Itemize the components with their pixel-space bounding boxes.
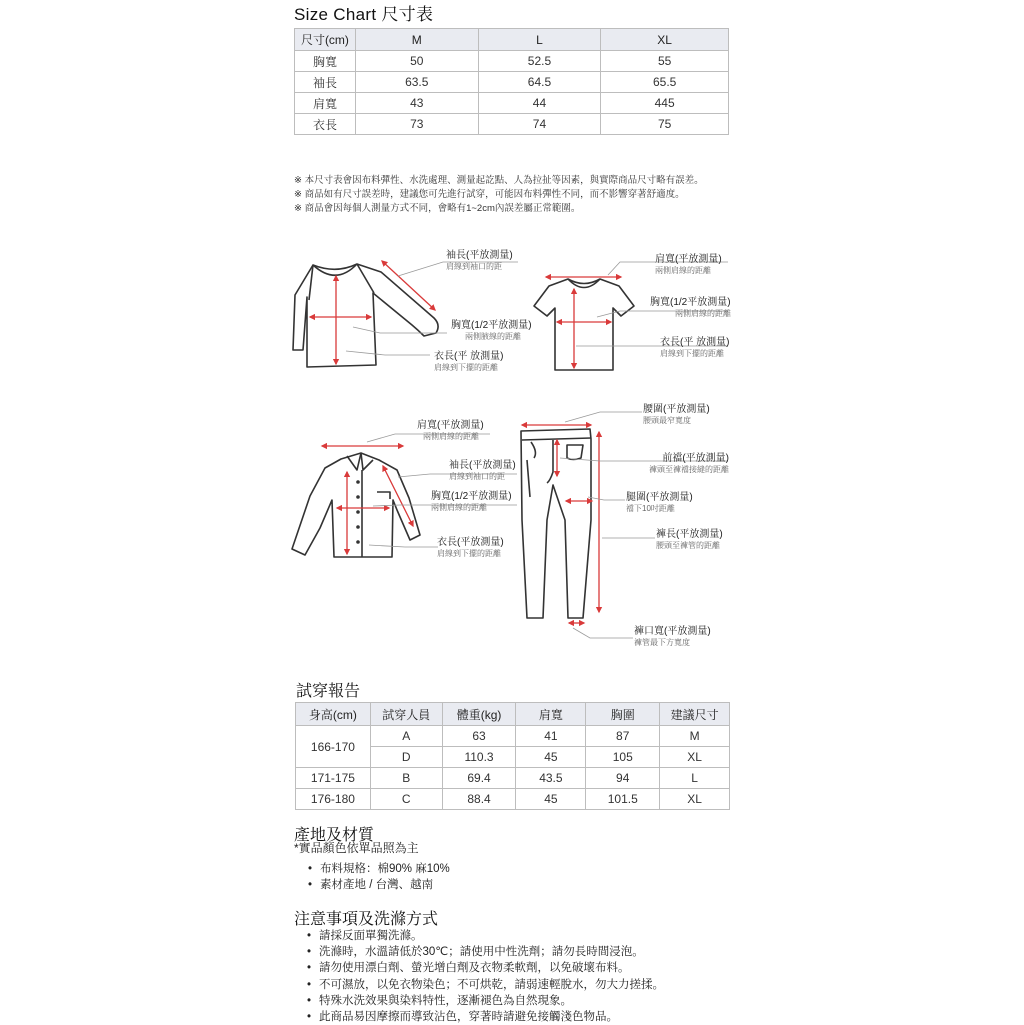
table-cell: 73	[355, 114, 478, 135]
label-title: 衣長(平 放測量)	[660, 337, 730, 348]
table-cell: XL	[660, 747, 730, 768]
label-sub: 肩線到袖口的距	[449, 472, 505, 481]
header-cell: 身高(cm)	[296, 703, 371, 726]
table-cell: XL	[660, 789, 730, 810]
tshirt-chest-label	[650, 297, 731, 319]
header-cell: 肩寬	[516, 703, 586, 726]
table-cell: 69.4	[442, 768, 516, 789]
list-item: • 布料規格：棉90% 麻10%	[306, 861, 450, 877]
table-cell: D	[370, 747, 442, 768]
label-title: 袖長(平放測量)	[449, 460, 516, 471]
origin-title: 產地及材質	[294, 827, 375, 844]
label-sub: 肩線到下擺的距離	[437, 549, 501, 558]
label-title: 褲長(平放測量)	[656, 529, 723, 540]
care-list	[305, 928, 664, 1025]
height-cell: 176-180	[296, 789, 371, 810]
label-sub: 兩側肩線的距離	[675, 309, 731, 318]
table-cell: 88.4	[442, 789, 516, 810]
table-row	[296, 789, 730, 810]
label-sub: 襠下10吋距離	[626, 504, 675, 513]
label-sub: 肩線到袖口的距	[446, 262, 502, 271]
header-cell: 胸圍	[586, 703, 660, 726]
table-cell: 44	[478, 93, 601, 114]
list-item: • 特殊水洗效果與染料特性，逐漸褪色為自然現象。	[305, 993, 664, 1009]
note-line: ※ 商品會因每個人測量方式不同，會略有1~2cm內誤差屬正常範圍。	[294, 203, 581, 214]
row-label: 衣長	[295, 114, 356, 135]
height-cell: 166-170	[296, 726, 371, 768]
label-sub: 腰頭至褲管的距離	[656, 541, 720, 550]
header-cell: XL	[601, 29, 729, 51]
list-item: • 此商品易因摩擦而導致沾色，穿著時請避免接觸淺色物品。	[305, 1009, 664, 1025]
table-cell: 101.5	[586, 789, 660, 810]
table-cell: L	[660, 768, 730, 789]
list-item: • 不可濕放，以免衣物染色；不可烘乾，請弱速輕脫水，勿大力搓揉。	[305, 977, 664, 993]
pants-icon	[521, 429, 591, 618]
table-cell: 87	[586, 726, 660, 747]
note-line: ※ 本尺寸表會因布料彈性、水洗處理、測量起訖點、人為拉扯等因素，與實際商品尺寸略有誤差。	[294, 175, 704, 186]
table-row	[296, 726, 730, 747]
pants-length-label	[656, 529, 723, 551]
table-cell: 63.5	[355, 72, 478, 93]
table-cell: 43.5	[516, 768, 586, 789]
row-label: 肩寬	[295, 93, 356, 114]
table-cell: 63	[442, 726, 516, 747]
label-title: 袖長(平放測量)	[446, 250, 513, 261]
table-row	[296, 768, 730, 789]
pants-hem-label	[634, 626, 711, 648]
label-sub: 兩側肩線的距離	[423, 432, 479, 441]
table-cell: 45	[516, 747, 586, 768]
care-title: 注意事項及洗滌方式	[294, 911, 439, 928]
table-cell: 41	[516, 726, 586, 747]
table-cell: 64.5	[478, 72, 601, 93]
list-item: • 洗滌時，水溫請低於30℃；請使用中性洗劑；請勿長時間浸泡。	[305, 944, 664, 960]
table-cell: 50	[355, 51, 478, 72]
table-cell: 43	[355, 93, 478, 114]
header-cell: 建議尺寸	[660, 703, 730, 726]
list-item: • 請採反面單獨洗滌。	[305, 928, 664, 944]
label-title: 胸寬(1/2平放測量)	[451, 320, 532, 331]
label-sub: 褲管最下方寬度	[634, 638, 690, 647]
table-cell: 45	[516, 789, 586, 810]
label-sub: 腰頭最窄寬度	[643, 416, 691, 425]
shirt-length-label	[437, 537, 504, 559]
label-title: 肩寬(平放測量)	[655, 254, 722, 265]
label-title: 衣長(平 放測量)	[434, 351, 504, 362]
label-title: 胸寬(1/2平放測量)	[650, 297, 731, 308]
table-cell: 110.3	[442, 747, 516, 768]
height-cell: 171-175	[296, 768, 371, 789]
header-cell: 尺寸(cm)	[295, 29, 356, 51]
table-cell: A	[370, 726, 442, 747]
raglan-length-label	[434, 351, 503, 373]
table-cell: 94	[586, 768, 660, 789]
label-title: 胸寬(1/2平放測量)	[431, 491, 512, 502]
label-sub: 肩線到下擺的距離	[434, 363, 498, 372]
origin-list	[306, 861, 450, 893]
origin-note: *實品顏色依單品照為主	[294, 841, 419, 855]
label-title: 腰圍(平放測量)	[643, 404, 710, 415]
table-cell: 55	[601, 51, 729, 72]
fitting-report-table	[295, 702, 730, 810]
table-cell: 75	[601, 114, 729, 135]
tshirt-length-label	[660, 337, 729, 359]
table-cell: M	[660, 726, 730, 747]
header-cell: 體重(kg)	[442, 703, 516, 726]
table-cell: 65.5	[601, 72, 729, 93]
fitting-report-title: 試穿報告	[296, 683, 361, 700]
label-title: 衣長(平放測量)	[437, 537, 504, 548]
label-sub: 肩線到下擺的距離	[660, 349, 724, 358]
label-title: 腿圍(平放測量)	[626, 492, 693, 503]
size-chart-title: Size Chart 尺寸表	[294, 5, 434, 24]
table-cell: C	[370, 789, 442, 810]
table-cell: B	[370, 768, 442, 789]
label-title: 前襠(平放測量)	[662, 453, 729, 464]
raglan-chest-label	[451, 320, 532, 342]
tshirt-icon	[534, 279, 634, 370]
shirt-sleeve-label	[449, 460, 516, 482]
shirt-shoulder-label	[417, 420, 484, 442]
label-sub: 兩側腋線的距離	[465, 332, 521, 341]
row-label: 胸寬	[295, 51, 356, 72]
pants-waist-label	[643, 404, 710, 426]
table-header-row	[296, 703, 730, 726]
shirt-chest-label	[431, 491, 512, 513]
label-title: 褲口寬(平放測量)	[634, 626, 711, 637]
header-cell: M	[355, 29, 478, 51]
row-label: 袖長	[295, 72, 356, 93]
table-cell: 52.5	[478, 51, 601, 72]
label-sub: 褲頭至褲襠接縫的距離	[649, 465, 729, 474]
note-line: ※ 商品如有尺寸誤差時，建議您可先進行試穿，可能因布料彈性不同，而不影響穿著舒適度。	[294, 189, 685, 200]
raglan-shirt-icon	[293, 264, 438, 367]
table-cell: 445	[601, 93, 729, 114]
label-title: 肩寬(平放測量)	[417, 420, 484, 431]
pants-rise-label	[645, 453, 729, 475]
raglan-sleeve-label	[446, 250, 513, 272]
pants-thigh-label	[626, 492, 693, 514]
list-item: • 素材產地 / 台灣、越南	[306, 877, 450, 893]
tshirt-shoulder-label	[655, 254, 722, 276]
table-cell: 105	[586, 747, 660, 768]
header-cell: 試穿人員	[370, 703, 442, 726]
label-sub: 兩側肩線的距離	[431, 503, 487, 512]
label-sub: 兩側肩線的距離	[655, 266, 711, 275]
list-item: • 請勿使用漂白劑、螢光增白劑及衣物柔軟劑，以免破壞布料。	[305, 960, 664, 976]
header-cell: L	[478, 29, 601, 51]
table-cell: 74	[478, 114, 601, 135]
